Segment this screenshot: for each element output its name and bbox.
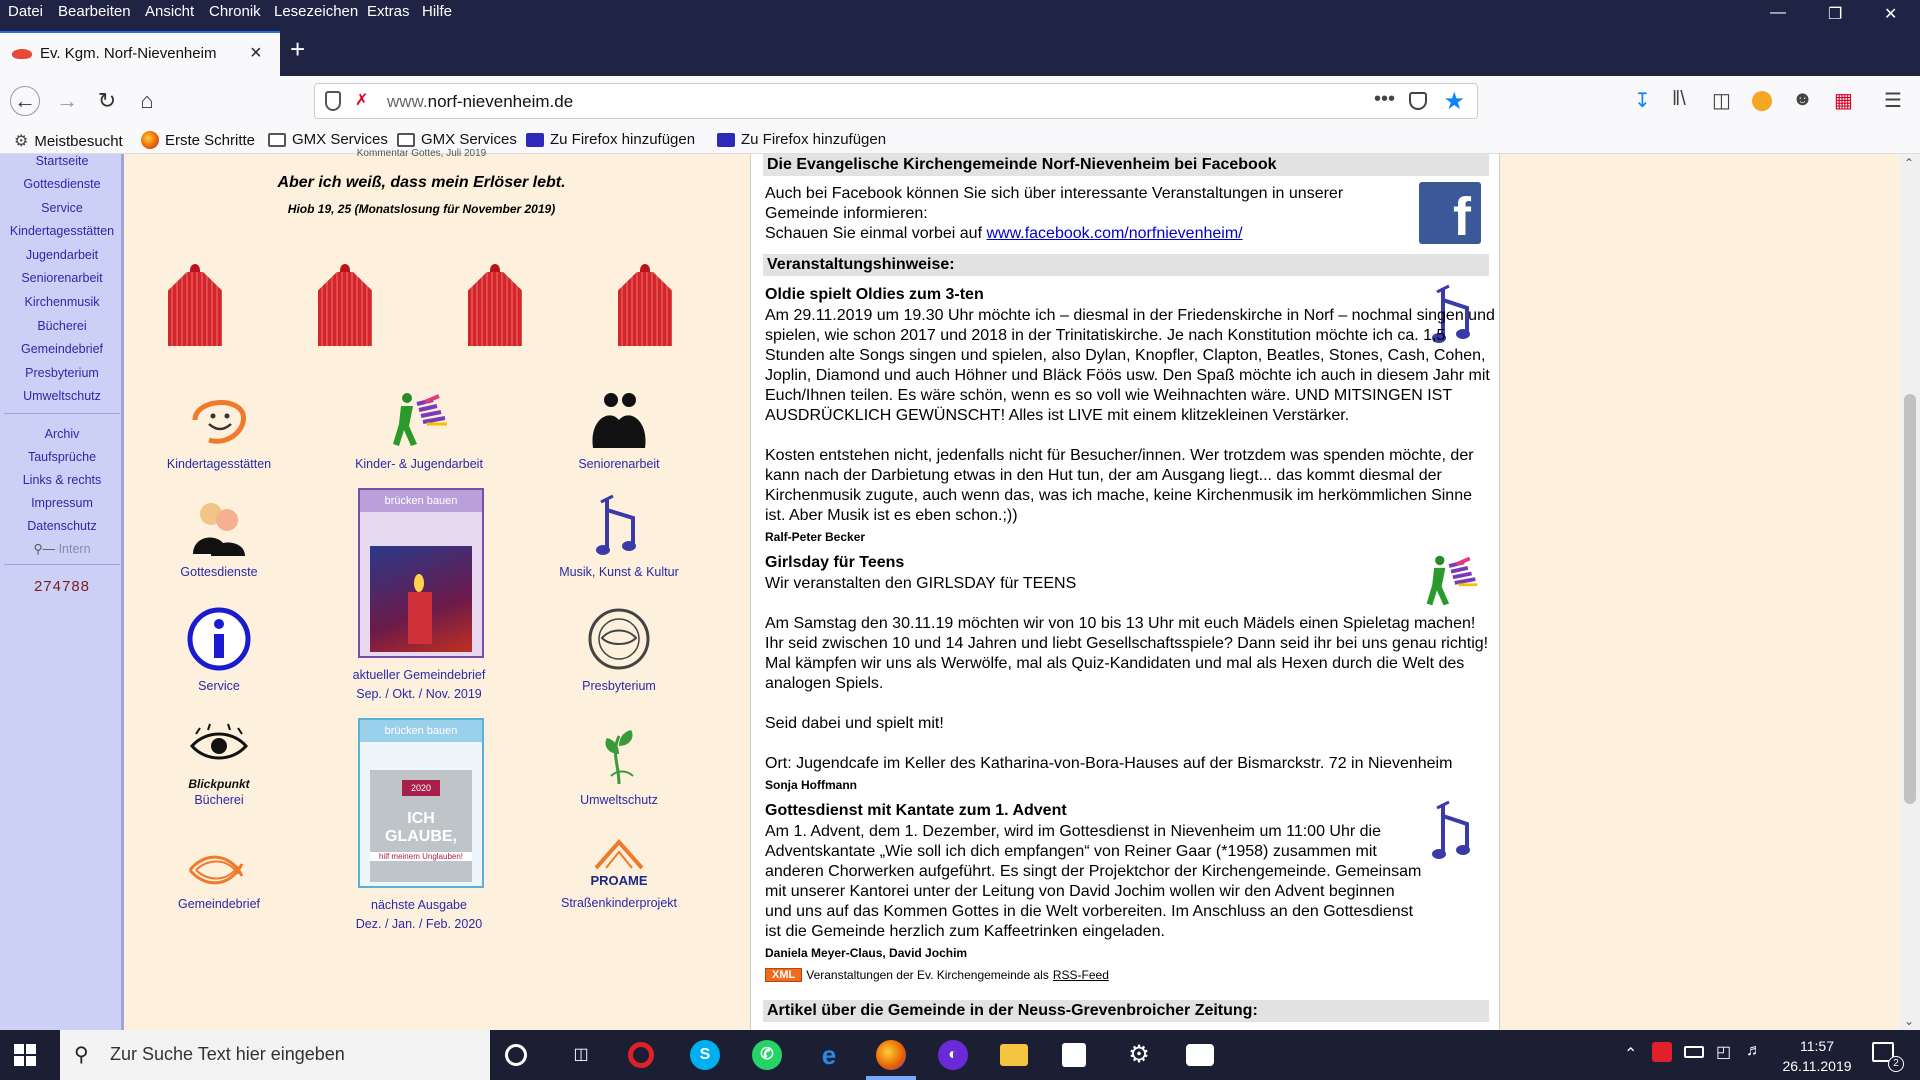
facebook-link[interactable]: www.facebook.com/norfnievenheim/ — [986, 225, 1243, 242]
monthly-quote: Aber ich weiß, dass mein Erlöser lebt. — [277, 174, 566, 191]
bookmark-gmx-2[interactable] — [397, 131, 517, 148]
scrollbar-thumb[interactable] — [1904, 394, 1916, 804]
store-icon[interactable] — [1062, 1043, 1086, 1067]
tor-browser-icon[interactable]: ◐ — [938, 1040, 968, 1070]
sidebar-item-links-rechts[interactable]: Links & rechts — [22, 473, 102, 487]
navigation-bar — [0, 76, 1920, 126]
tile-label: Kindertagesstätten — [166, 457, 272, 471]
tray-security-icon[interactable] — [1652, 1042, 1672, 1062]
minimize-icon[interactable]: — — [1770, 4, 1786, 21]
url-domain: norf-nievenheim.de — [427, 92, 574, 111]
extension-icon[interactable] — [1752, 91, 1772, 111]
download-icon[interactable]: ↧ — [1634, 90, 1651, 112]
facebook-section-heading: Die Evangelische Kirchengemeinde Norf-Nievenheim bei Facebook — [763, 154, 1489, 176]
candle-icon — [618, 264, 672, 346]
event-2-author: Sonja Hoffmann — [765, 778, 857, 792]
brochure-title: brücken bauen — [360, 720, 482, 742]
sidebar-item-gottesdienste[interactable]: Gottesdienste — [23, 177, 101, 191]
intern-label: Intern — [58, 542, 91, 556]
firefox-taskbar-icon[interactable] — [876, 1040, 906, 1070]
new-tab-icon[interactable]: + — [290, 34, 306, 64]
quote-cut-text: Kommentar Gottes, Juli 2019 — [356, 148, 487, 159]
url-prefix: www. — [387, 92, 428, 111]
gemeindebrief-next-cover[interactable] — [358, 718, 484, 888]
bookmark-label: Zu Firefox hinzufügen — [741, 131, 887, 148]
scroll-down-icon[interactable]: ⌄ — [1904, 1014, 1915, 1028]
insecure-lock-icon[interactable]: ✗ — [355, 92, 369, 109]
facebook-intro-text: Auch bei Facebook können Sie sich über interessante Veranstaltungen in unserer Gemeinde informieren: — [765, 185, 1344, 222]
plant-icon — [589, 724, 649, 786]
sidebar-item-jugendarbeit[interactable]: Jugendarbeit — [25, 248, 99, 262]
sidebar-item-kindertagesstaetten[interactable]: Kindertagesstätten — [9, 224, 115, 238]
calendar-extension-icon[interactable]: ▦ — [1834, 90, 1853, 112]
sidebar-divider — [4, 413, 120, 414]
active-app-indicator — [866, 1076, 916, 1080]
glaube-cover-text: ICH GLAUBE, — [385, 810, 457, 845]
menu-bar — [0, 0, 1920, 26]
tile-jugendarbeit[interactable] — [334, 390, 504, 474]
right-background — [1500, 154, 1900, 1030]
tile-label: Gottesdienste — [180, 565, 258, 579]
sidebar-icon[interactable]: ◫ — [1712, 90, 1731, 112]
close-window-icon[interactable]: ✕ — [1884, 6, 1898, 23]
forward-icon[interactable]: → — [56, 88, 78, 113]
event-3-paragraph-1: Am 1. Advent, dem 1. Dezember, wird im Gottesdienst in Nievenheim um 11:00 Uhr die Adventskantate „Wie soll ich dich empfangen“ von Reiner Gaar (*1958) zusammen mit anderen Chorwerken aufgeführt. Es singt der Projektchor der Kirchengemeinde. Gemeinsam mit unserer Kantorei unter der Leitung von David Jochim wollen wir den Advent beginnen und uns auf das Kommen Gottes in die Welt vorbereiten. Im Anschluss an den Gottesdienst ist die Gemeinde herzlich zum Kaffeetrinken eingeladen. — [765, 823, 1422, 940]
brief-current-line2: Sep. / Okt. / Nov. 2019 — [356, 687, 482, 701]
xml-badge-icon[interactable]: XML — [765, 968, 802, 982]
gear-icon: ⚙ — [14, 133, 29, 150]
folder-icon — [268, 133, 286, 147]
tile-gemeindebrief[interactable] — [134, 850, 304, 914]
tab-active[interactable] — [0, 31, 280, 76]
wifi-icon[interactable]: ◰ — [1716, 1044, 1732, 1061]
sidebar-item-taufsprueche[interactable]: Taufsprüche — [27, 450, 97, 464]
tray-chevron-up-icon[interactable]: ⌃ — [1624, 1046, 1638, 1063]
bookmark-app-icon — [717, 133, 735, 147]
rss-line — [765, 968, 1109, 982]
tile-umweltschutz[interactable] — [534, 724, 704, 810]
event-2-location: Ort: Jugendcafe im Keller des Katharina-von-Bora-Hauses auf der Bismarckstr. 72 in Nievenheim — [765, 755, 1453, 772]
scroll-up-icon[interactable]: ⌃ — [1904, 156, 1915, 170]
smiley-icon — [187, 390, 251, 450]
sidebar-item-gemeindebrief[interactable]: Gemeindebrief — [21, 342, 103, 356]
volume-icon[interactable]: ♬ — [1746, 1042, 1762, 1059]
tile-seniorenarbeit[interactable] — [534, 390, 704, 474]
system-clock[interactable] — [1772, 1036, 1862, 1076]
event-2-paragraph-2: Seid dabei und spielt mit! — [765, 715, 944, 732]
event-1-paragraph-2: Kosten entstehen nicht, jedenfalls nicht für Besucher/innen. Wer trotzdem was spenden möchte, der kann nach der Darbietung etwas in den Hut tun, der am Ausgang liegt... das kommt diesmal der Kirchenmusik zugute, auch wenn das, was ich mache, keine Kirchenmusik im herkömmlichen Sinne ist. Aber Musik ist es eben schon.;)) — [765, 447, 1474, 524]
tab-title: Ev. Kgm. Norf-Nievenheim — [40, 45, 217, 62]
windows-taskbar — [0, 1030, 1920, 1080]
menu-datei[interactable]: Datei — [8, 3, 44, 20]
site-favicon-icon — [12, 49, 32, 59]
taskbar-search-box[interactable] — [60, 1030, 490, 1080]
blickpunkt-logo-text: Blickpunkt — [188, 777, 250, 791]
folder-icon — [397, 133, 415, 147]
close-tab-icon[interactable]: × — [250, 42, 262, 64]
skype-icon[interactable]: S — [690, 1040, 720, 1070]
settings-gear-icon[interactable]: ⚙ — [1128, 1041, 1150, 1068]
proame-logo-text: PROAME — [590, 873, 648, 888]
file-explorer-icon[interactable] — [1000, 1044, 1028, 1066]
rss-text: Veranstaltungen der Ev. Kirchengemeinde als — [806, 968, 1049, 982]
candle-cover-image — [370, 546, 472, 652]
brief-next-line1: nächste Ausgabe — [371, 898, 467, 912]
event-2-title: Girlsday für Teens — [765, 554, 905, 571]
sidebar-item-presbyterium[interactable]: Presbyterium — [25, 366, 99, 380]
tile-strassenkinderprojekt[interactable] — [534, 838, 704, 913]
clock-time: 11:57 — [1800, 1038, 1834, 1054]
tile-presbyterium[interactable] — [534, 606, 704, 696]
proame-house-icon — [584, 838, 654, 872]
rss-feed-link[interactable]: RSS-Feed — [1052, 968, 1109, 982]
tile-label: Seniorenarbeit — [578, 457, 660, 471]
candle-icon — [468, 264, 522, 346]
tile-service[interactable] — [134, 606, 304, 696]
home-icon[interactable]: ⌂ — [140, 88, 154, 113]
account-icon[interactable]: ☻ — [1792, 88, 1814, 110]
year-badge: 2020 — [402, 780, 440, 796]
youth-figure-icon — [387, 390, 451, 450]
bookmark-label: Erste Schritte — [165, 131, 256, 149]
candle-icon — [168, 264, 222, 346]
brief-current-line1: aktueller Gemeindebrief — [352, 668, 486, 682]
opera-icon[interactable] — [628, 1042, 654, 1068]
brief-next-line2: Dez. / Jan. / Feb. 2020 — [355, 917, 483, 931]
facebook-visit-prefix: Schauen Sie einmal vorbei auf — [765, 225, 987, 242]
key-icon: ⚲— — [33, 542, 56, 556]
tile-gottesdienste[interactable] — [134, 494, 304, 582]
tile-label: Service — [198, 679, 240, 693]
bookmark-label: GMX Services — [421, 131, 517, 148]
bookmark-star-icon[interactable]: ★ — [1443, 88, 1465, 115]
bookmark-meistbesucht[interactable] — [14, 131, 123, 151]
tab-bar — [0, 26, 1920, 76]
gemeindebrief-current-cover[interactable] — [358, 488, 484, 658]
sidebar-item-impressum[interactable]: Impressum — [31, 496, 93, 510]
event-1-author: Ralf-Peter Becker — [765, 530, 866, 544]
sidebar-item-seniorenarbeit[interactable]: Seniorenarbeit — [21, 271, 103, 285]
worship-people-icon — [187, 494, 251, 558]
menu-bearbeiten[interactable]: Bearbeiten — [58, 3, 131, 20]
page-actions-icon[interactable]: ••• — [1373, 88, 1395, 110]
tracking-shield-icon[interactable] — [325, 91, 341, 111]
back-icon[interactable]: ← — [10, 86, 40, 116]
taskbar-search-placeholder: Zur Suche Text hier eingeben — [110, 1044, 345, 1064]
sidebar-item-umweltschutz[interactable]: Umweltschutz — [23, 389, 101, 403]
camera-icon[interactable] — [1186, 1044, 1214, 1066]
event-2-intro: Wir veranstalten den GIRLSDAY für TEENS — [765, 575, 1077, 592]
cover-candle-icon — [408, 592, 432, 644]
eye-icon — [186, 724, 252, 780]
notification-count-badge: 2 — [1888, 1056, 1904, 1072]
sidebar-item-startseite[interactable]: Startseite — [35, 154, 89, 168]
events-section-heading: Veranstaltungshinweise: — [763, 254, 1489, 276]
event-3-title: Gottesdienst mit Kantate zum 1. Advent — [765, 802, 1067, 819]
tile-label: Gemeindebrief — [178, 897, 260, 911]
event-2-paragraph-1: Am Samstag den 30.11.19 möchten wir von 10 bis 13 Uhr mit euch Mädels einen Spieletag machen! Ihr seid zwischen 10 und 14 Jahren und liebt Gesellschaftsspiele? Dann seid ihr bei uns genau richtig! Mal kämpfen wir uns als Werwölfe, mal als Quiz-Kandidaten und mal als Hexen durch die Welt des analogen Spiels. — [765, 615, 1489, 692]
battery-icon[interactable] — [1684, 1046, 1704, 1058]
tile-kindertagesstaetten[interactable] — [134, 390, 304, 474]
tile-label: Presbyterium — [582, 679, 656, 693]
glaube-cover-image — [370, 770, 472, 882]
windows-start-icon[interactable] — [14, 1044, 36, 1066]
monthly-quote-reference: Hiob 19, 25 (Monatslosung für November 2019) — [287, 202, 556, 216]
library-icon[interactable]: ‖\ — [1672, 88, 1686, 110]
url-bar[interactable] — [314, 83, 1478, 119]
menu-ansicht[interactable]: Ansicht — [145, 3, 195, 20]
seniors-icon — [587, 390, 651, 450]
sidebar-item-datenschutz[interactable]: Datenschutz — [27, 519, 97, 533]
gemeindebrief-current-caption[interactable] — [334, 666, 504, 704]
menu-chronik[interactable]: Chronik — [209, 3, 261, 20]
tile-label: Kinder- & Jugendarbeit — [355, 457, 483, 471]
task-view-icon[interactable]: ◫ — [573, 1046, 589, 1063]
bookmark-label: Meistbesucht — [34, 132, 123, 150]
press-section-heading: Artikel über die Gemeinde in der Neuss-Grevenbroicher Zeitung: — [763, 1000, 1489, 1022]
menu-hilfe[interactable]: Hilfe — [422, 3, 453, 20]
page-scrollbar[interactable] — [1900, 154, 1920, 1030]
bookmark-label: Zu Firefox hinzufügen — [550, 131, 696, 148]
search-icon: ⚲ — [74, 1044, 89, 1066]
tile-buecherei[interactable] — [134, 724, 304, 810]
hamburger-menu-icon[interactable]: ☰ — [1884, 90, 1902, 112]
clock-date: 26.11.2019 — [1782, 1058, 1852, 1074]
sidebar-item-archiv[interactable]: Archiv — [44, 427, 80, 441]
tile-label: Bücherei — [194, 793, 244, 807]
restore-icon[interactable]: ❐ — [1828, 6, 1843, 23]
web-page — [0, 148, 1900, 1030]
bookmark-firefox-add-2[interactable] — [717, 131, 886, 148]
event-1-title: Oldie spielt Oldies zum 3-ten — [765, 286, 984, 303]
sidebar-item-buecherei[interactable]: Bücherei — [37, 319, 87, 333]
brochure-title: brücken bauen — [360, 490, 482, 512]
visitor-counter: 274788 — [33, 578, 91, 595]
edge-icon[interactable]: e — [821, 1040, 837, 1070]
site-sidebar — [0, 154, 124, 1030]
whatsapp-icon[interactable]: ✆ — [752, 1040, 782, 1070]
tile-musik[interactable] — [534, 494, 704, 582]
bookmark-erste-schritte[interactable] — [141, 131, 255, 149]
gemeindebrief-next-caption[interactable] — [334, 896, 504, 934]
menu-lesezeichen[interactable]: Lesezeichen — [274, 3, 359, 20]
bookmark-label: GMX Services — [292, 131, 388, 148]
bookmark-gmx-1[interactable] — [268, 131, 388, 148]
facebook-visit-text — [765, 224, 1415, 244]
cortana-icon[interactable] — [505, 1044, 527, 1066]
content-frame — [750, 154, 1500, 1030]
tile-label: Umweltschutz — [580, 793, 658, 807]
middle-column — [124, 148, 750, 1030]
url-text — [387, 92, 573, 112]
glaube-cover-subtitle: hilf meinem Unglauben! — [370, 852, 472, 861]
music-note-figure-icon — [587, 494, 651, 558]
music-note-figure-icon — [1427, 800, 1479, 862]
sidebar-item-service[interactable]: Service — [41, 201, 83, 215]
reload-icon[interactable]: ↻ — [97, 88, 117, 113]
info-icon — [186, 606, 252, 672]
flame-icon — [414, 574, 424, 592]
firefox-icon — [141, 131, 159, 149]
event-1-paragraph-1: Am 29.11.2019 um 19.30 Uhr möchte ich – diesmal in der Friedenskirche in Norf – nochmal singen und spielen, wie schon 2017 und 2018 in der Trinitatiskirche. Je nach Konstitution möchte ich ca. 1,5 Stunden alte Songs singen und spielen, also Dylan, Knopfler, Clapton, Beatles, Stones, Cash, Cohen, Joplin, Diamond und auch Höhner und Bläck Föös usw. Den Spaß möchte ich auch in diesem Jahr mit Euch/Ihnen teilen. Es wäre schön, wenn es so voll wie Weihnachten wäre. UND MITSINGEN IST AUSDRÜCKLICH GEWÜNSCHT! Alles ist LIVE mit einem klitzekleinen Verstärker. — [765, 307, 1495, 424]
tile-label: Musik, Kunst & Kultur — [559, 565, 679, 579]
bookmark-firefox-add-1[interactable] — [526, 131, 695, 148]
sidebar-item-intern[interactable] — [0, 541, 124, 556]
candle-icon — [318, 264, 372, 346]
menu-extras[interactable]: Extras — [367, 3, 410, 20]
fish-icon — [186, 850, 252, 890]
presbyterium-seal-icon — [586, 606, 652, 672]
facebook-icon[interactable]: f — [1419, 182, 1481, 244]
tile-label: Straßenkinderprojekt — [560, 896, 678, 910]
pocket-icon[interactable] — [1409, 92, 1427, 110]
sidebar-item-kirchenmusik[interactable]: Kirchenmusik — [24, 295, 100, 309]
bookmark-app-icon — [526, 133, 544, 147]
event-3-author: Daniela Meyer-Claus, David Jochim — [765, 946, 968, 960]
sidebar-divider — [4, 564, 120, 565]
